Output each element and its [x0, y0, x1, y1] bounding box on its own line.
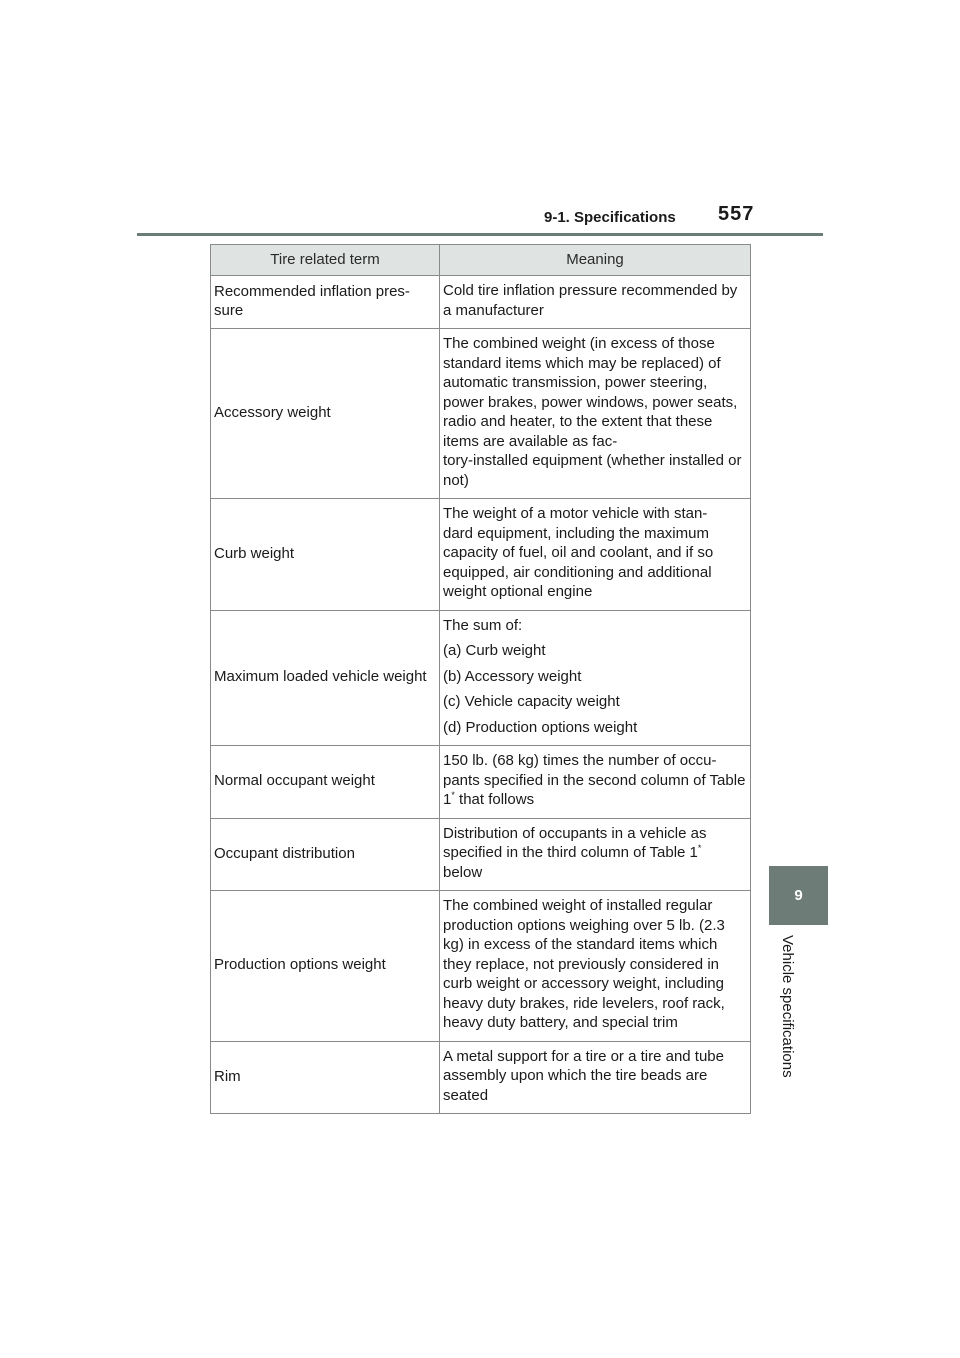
section-title: 9-1. Specifications [544, 209, 676, 226]
meaning-line: (a) Curb weight [443, 642, 546, 659]
meaning-text: Distribution of occupants in a vehicle as specified in the third column of Table 1 [443, 824, 707, 861]
meaning-line: (b) Accessory weight [443, 667, 582, 685]
table-row [211, 499, 751, 611]
meaning-text: that follows [454, 791, 535, 808]
meaning-cell: The weight of a motor vehicle with stan- dard equipment, including the maximum capacity of fuel, oil and coolant, and if so equipped, air conditioning and additional weight optional engine [440, 499, 751, 611]
footnote-marker: * [697, 843, 702, 853]
meaning-line: The sum of: [443, 616, 523, 634]
term-cell: Rim [211, 1041, 440, 1114]
column-header-term: Tire related term [211, 245, 440, 276]
meaning-cell: The combined weight (in excess of those standard items which may be replaced) of automatic transmission, power steering, power brakes, power windows, power seats, radio and heater, to the extent that these items are available as fac- tory-installed equipment (whether installed or not) [440, 329, 751, 499]
meaning-text: 150 lb. (68 kg) times the number of occu- pants specified in the second column of Table 1 [443, 752, 746, 808]
table-row [211, 329, 751, 499]
meaning-line: (d) Production options weight [443, 718, 638, 736]
meaning-cell: The combined weight of installed regular production options weighing over 5 lb. (2.3 kg) in excess of the standard items which they replace, not previously considered in curb weight or accessory weight, including heavy duty brakes, ride levelers, roof rack, heavy duty battery, and special trim [440, 891, 751, 1042]
term-cell: Production options weight [211, 891, 440, 1042]
meaning-line: (c) Vehicle capacity weight [443, 693, 620, 710]
table-row [211, 276, 751, 329]
chapter-title: Vehicle specifications [779, 935, 796, 1078]
chapter-number: 9 [794, 887, 803, 904]
term-cell: Occupant distribution [211, 818, 440, 891]
table-row [211, 746, 751, 819]
term-cell: Accessory weight [211, 329, 440, 499]
meaning-cell [440, 746, 751, 819]
table-row [211, 891, 751, 1042]
table-row [211, 1041, 751, 1114]
term-cell: Recommended inflation pres- sure [211, 276, 440, 329]
footnote-marker: * [451, 790, 455, 800]
term-cell: Curb weight [211, 499, 440, 611]
column-header-meaning: Meaning [440, 245, 751, 276]
meaning-cell: Cold tire inflation pressure recommended by a manufacturer [440, 276, 751, 329]
header-divider [137, 233, 823, 236]
term-cell: Normal occupant weight [211, 746, 440, 819]
meaning-cell: A metal support for a tire or a tire and tube assembly upon which the tire beads are seated [440, 1041, 751, 1114]
page-number: 557 [718, 203, 755, 225]
table-row [211, 610, 751, 746]
table-header-row [211, 245, 751, 276]
meaning-cell [440, 610, 751, 746]
tire-terms-table [210, 244, 751, 1114]
term-cell: Maximum loaded vehicle weight [211, 610, 440, 746]
chapter-tab[interactable] [769, 866, 828, 925]
table-row [211, 818, 751, 891]
meaning-cell [440, 818, 751, 891]
meaning-text: below [443, 863, 483, 881]
